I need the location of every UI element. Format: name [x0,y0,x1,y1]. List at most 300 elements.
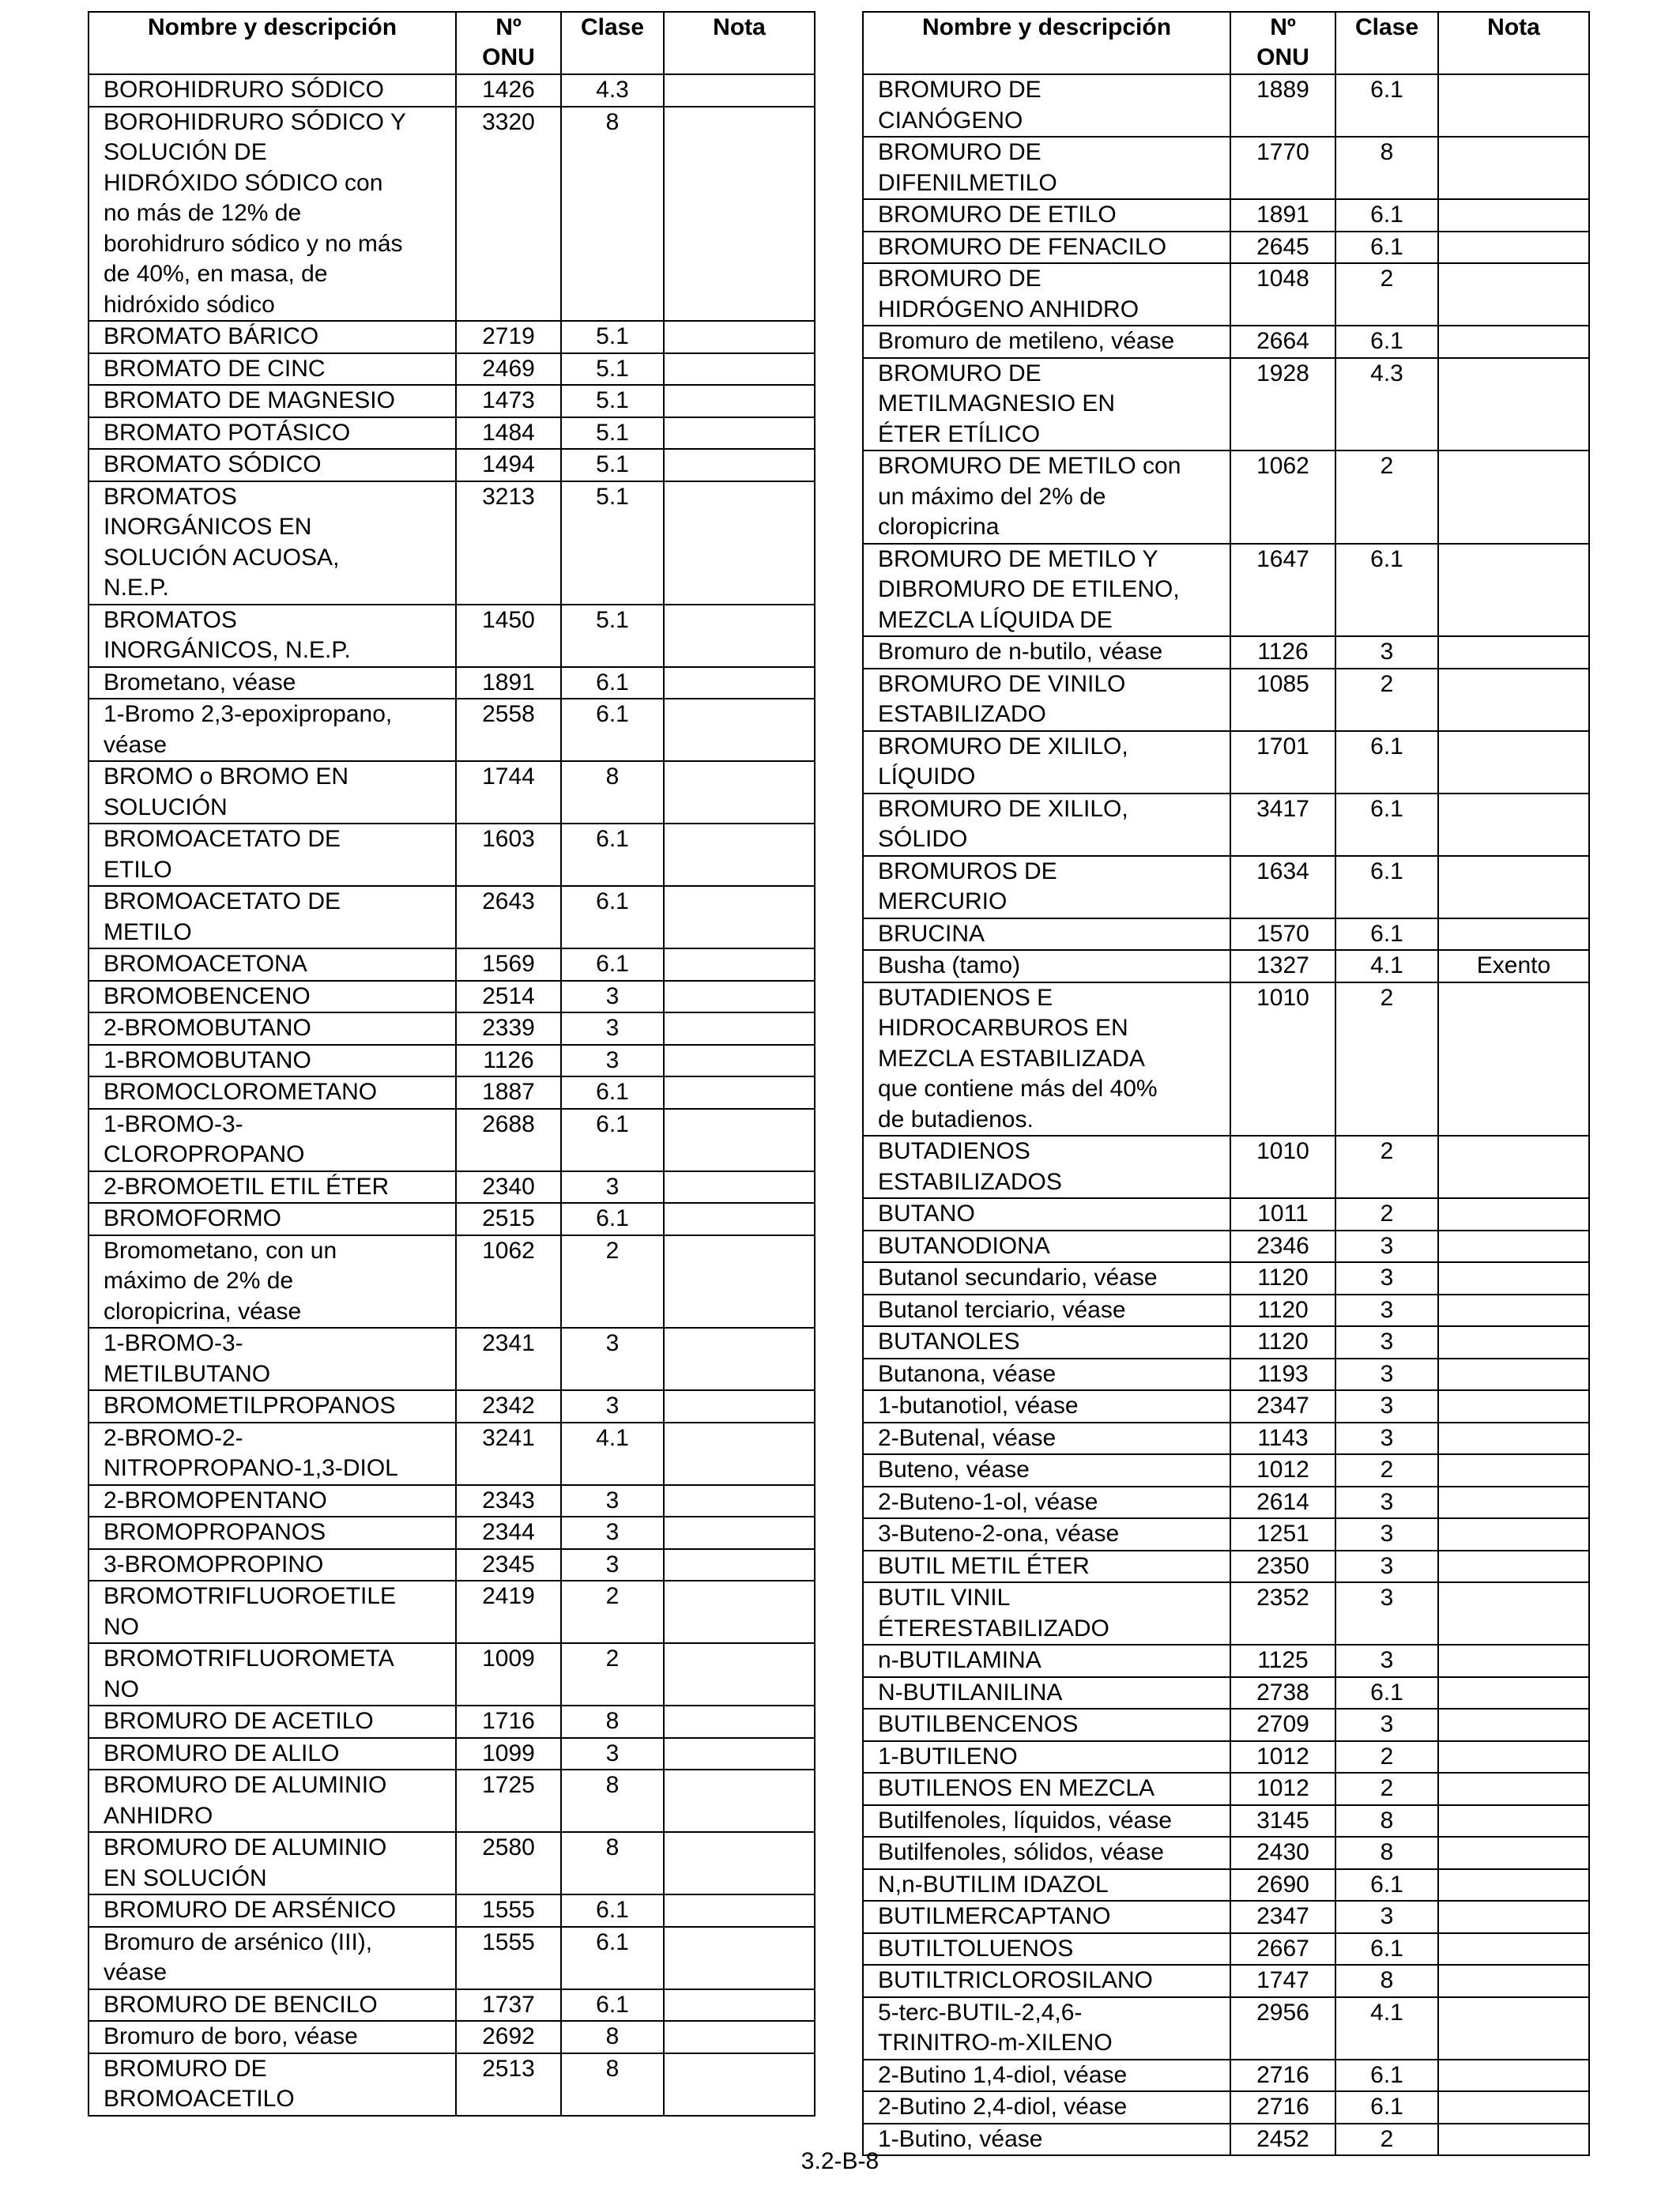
onu-number: 1048 [1230,263,1335,326]
note [1438,636,1589,669]
substance-name [89,1045,456,1077]
note [664,667,815,699]
hazard-class: 3 [1335,1231,1438,1263]
onu-number: 2614 [1230,1487,1335,1519]
onu-number: 1770 [1230,137,1335,199]
onu-number: 1062 [456,1235,561,1329]
table-row [863,1423,1589,1455]
hazard-class: 3 [1335,1359,1438,1391]
hazard-class: 6.1 [1335,74,1438,137]
table-row [89,1706,815,1738]
substance-name-line: BROMURO DE [104,2055,267,2082]
substance-name-line: 2-BROMOBUTANO [104,1015,311,1041]
header-onu [456,12,561,74]
hazard-class: 2 [561,1235,664,1329]
hazard-class: 4.3 [1335,358,1438,451]
hazard-class: 3 [561,1738,664,1770]
table-row [89,605,815,667]
note [1438,1198,1589,1231]
substance-name [863,1359,1230,1391]
table-row [863,2091,1589,2124]
substance-name [863,1773,1230,1805]
hazard-class: 6.1 [1335,232,1438,264]
substance-name [863,1518,1230,1551]
note [664,761,815,824]
note [1438,1901,1589,1933]
substance-name-line: ETILO [104,856,172,883]
substance-name [863,2060,1230,2092]
hazard-class: 4.3 [561,74,664,107]
hazard-class: 3 [1335,1295,1438,1327]
note [664,2053,815,2116]
table-row [863,450,1589,544]
note [1438,1454,1589,1487]
onu-number: 1569 [456,948,561,981]
substance-name [863,918,1230,951]
substance-name [89,761,456,824]
table-header-row [89,12,815,74]
substance-name-line: HIDROCARBUROS EN [878,1015,1128,1041]
hazard-class: 3 [561,1012,664,1045]
substance-name [863,263,1230,326]
note [664,1517,815,1549]
hazard-class: 3 [1335,1326,1438,1359]
note [1438,1933,1589,1966]
onu-number: 1647 [1230,544,1335,637]
substance-name-line: BUTILTRICLOROSILANO [878,1967,1153,1993]
table-row [863,74,1589,137]
note [1438,1231,1589,1263]
note [1438,1645,1589,1677]
substance-name-line: HIDRÓXIDO SÓDICO con [104,169,383,196]
note [1438,918,1589,951]
substance-name-line: METILO [104,918,192,945]
onu-number: 2514 [456,981,561,1013]
substance-name-line: 3-Buteno-2-ona, véase [878,1521,1120,1547]
table-row [863,636,1589,669]
note [664,417,815,450]
substance-name [89,449,456,481]
onu-number: 1603 [456,824,561,886]
table-row [863,1645,1589,1677]
note [664,1770,815,1832]
note [1438,1741,1589,1774]
substance-name-line: BROMOACETILO [104,2086,295,2112]
onu-number: 2347 [1230,1901,1335,1933]
onu-number: 1716 [456,1706,561,1738]
hazard-class: 2 [1335,1741,1438,1774]
hazard-class: 5.1 [561,449,664,481]
substance-name [863,1965,1230,1997]
table-row [89,417,815,450]
substance-name-line: BROMATO SÓDICO [104,451,322,477]
note [1438,1709,1589,1741]
note [664,1706,815,1738]
substance-name-line: 2-Butino 2,4-diol, véase [878,2094,1128,2120]
note [1438,263,1589,326]
note [664,481,815,605]
substance-name-line: Butilfenoles, líquidos, véase [878,1807,1172,1834]
hazard-class: 3 [1335,1551,1438,1583]
substance-name-line: 1-BROMOBUTANO [104,1046,311,1073]
onu-number: 2350 [1230,1551,1335,1583]
hazard-class: 6.1 [1335,326,1438,358]
table-body-left [89,74,815,2116]
substance-name [89,1706,456,1738]
substance-name-line: BROMURO DE METILO con [878,453,1181,479]
note [664,1076,815,1109]
table-row [863,1518,1589,1551]
substance-name-line: de 40%, en masa, de [104,261,328,287]
table-row [89,74,815,107]
dangerous-goods-table-left [88,11,816,2117]
substance-name [863,856,1230,918]
hazard-class: 6.1 [561,667,664,699]
substance-name-line: BROMOACETONA [104,951,307,977]
onu-number: 1450 [456,605,561,667]
table-row [89,449,815,481]
table-row [863,1773,1589,1805]
hazard-class: 6.1 [1335,1677,1438,1710]
substance-name-line: 2-Butino 1,4-diol, véase [878,2061,1128,2088]
note [664,1989,815,2022]
onu-number: 2692 [456,2021,561,2053]
note [1438,1997,1589,2060]
onu-number: 1251 [1230,1518,1335,1551]
onu-number: 2558 [456,699,561,761]
note [1438,1295,1589,1327]
hazard-class: 8 [1335,1805,1438,1838]
substance-name-line: BROMATO BÁRICO [104,323,319,349]
substance-name-line: BROMURO DE ALUMINIO [104,1772,387,1798]
substance-name [863,950,1230,982]
substance-name-line: BROMURO DE [878,360,1042,386]
substance-name [89,2021,456,2053]
note [1438,1837,1589,1869]
substance-name-line: BROMATO POTÁSICO [104,419,351,446]
hazard-class: 2 [1335,2124,1438,2156]
substance-name-line: máximo de 2% de [104,1268,294,1294]
hazard-class: 8 [1335,137,1438,199]
substance-name-line: ÉTER ETÍLICO [878,420,1041,447]
onu-number: 1889 [1230,74,1335,137]
note [1438,1487,1589,1519]
onu-number: 1125 [1230,1645,1335,1677]
header-onu-line1: Nº [495,14,522,40]
substance-name-line: SOLUCIÓN DE [104,139,267,165]
onu-number: 2345 [456,1549,561,1581]
onu-number: 2688 [456,1109,561,1171]
table-row [89,1012,815,1045]
hazard-class: 2 [1335,1454,1438,1487]
substance-name-line: Butanol terciario, véase [878,1296,1126,1323]
table-row [863,1262,1589,1295]
substance-name-line: BROMOTRIFLUOROMETA [104,1646,394,1672]
onu-number: 2580 [456,1832,561,1894]
substance-name-line: Bromuro de boro, véase [104,2023,358,2049]
onu-number: 2430 [1230,1837,1335,1869]
substance-name [863,982,1230,1137]
substance-name-line: Butanona, véase [878,1360,1057,1387]
substance-name-line: ÉTERESTABILIZADO [878,1615,1109,1642]
substance-name-line: BRUCINA [878,920,985,947]
page-number: 3.2-B-8 [800,2148,880,2174]
substance-name [863,1677,1230,1710]
substance-name-line: BOROHIDRURO SÓDICO [104,77,385,103]
table-row [89,1989,815,2022]
hazard-class: 3 [1335,1262,1438,1295]
table-row [89,1328,815,1390]
hazard-class: 6.1 [1335,2091,1438,2124]
table-row [89,2021,815,2053]
table-row [863,1551,1589,1583]
header-onu-line2: ONU [482,44,535,70]
note [1438,544,1589,637]
table-row [863,263,1589,326]
substance-name [89,605,456,667]
onu-number: 2515 [456,1203,561,1235]
hazard-class: 3 [1335,1518,1438,1551]
onu-number: 1010 [1230,982,1335,1137]
note [1438,450,1589,544]
substance-name [863,1645,1230,1677]
hazard-class: 5.1 [561,605,664,667]
table-row [89,1832,815,1894]
hazard-class: 2 [1335,450,1438,544]
onu-number: 1327 [1230,950,1335,982]
substance-name [89,481,456,605]
substance-name [89,1012,456,1045]
note [664,1171,815,1204]
onu-number: 3213 [456,481,561,605]
hazard-class: 3 [561,1549,664,1581]
note [664,1485,815,1517]
table-row [863,1454,1589,1487]
substance-name-line: INORGÁNICOS, N.E.P. [104,637,351,663]
substance-name-line: ANHIDRO [104,1802,213,1829]
substance-name-line: TRINITRO-m-XILENO [878,2030,1113,2056]
hazard-class: 8 [561,107,664,322]
substance-name [863,1933,1230,1966]
onu-number: 2643 [456,886,561,948]
table-row [89,1927,815,1989]
substance-name-line: Bromuro de arsénico (III), [104,1928,373,1955]
table-row [863,1805,1589,1838]
onu-number: 2342 [456,1390,561,1423]
substance-name-line: LÍQUIDO [878,763,976,790]
substance-name-line: BROMOFORMO [104,1205,281,1231]
hazard-class: 8 [561,2053,664,2116]
table-row [89,1738,815,1770]
table-row [863,1837,1589,1869]
table-row [863,1677,1589,1710]
substance-name [89,699,456,761]
substance-name-line: Buteno, véase [878,1457,1030,1483]
substance-name [863,450,1230,544]
onu-number: 1891 [1230,199,1335,232]
note [1438,731,1589,794]
hazard-class: 6.1 [1335,918,1438,951]
table-row [89,321,815,353]
substance-name-line: MEZCLA LÍQUIDA DE [878,606,1113,633]
substance-name-line: BROMOBENCENO [104,982,311,1009]
note [1438,199,1589,232]
substance-name [863,1326,1230,1359]
hazard-class: 6.1 [561,1927,664,1989]
substance-name-line: SOLUCIÓN [104,794,228,820]
note [1438,1390,1589,1423]
substance-name-line: BROMURO DE [878,77,1042,103]
substance-name [89,1076,456,1109]
hazard-class: 2 [1335,1198,1438,1231]
substance-name-line: BROMO o BROMO EN [104,763,349,790]
onu-number: 2738 [1230,1677,1335,1710]
substance-name [89,1549,456,1581]
hazard-class: 6.1 [561,1203,664,1235]
table-row [863,1582,1589,1645]
substance-name-line: BROMURO DE [878,139,1042,165]
table-row [863,794,1589,856]
note [664,1832,815,1894]
substance-name-line: BUTILBENCENOS [878,1711,1079,1737]
hazard-class: 6.1 [561,1109,664,1171]
substance-name [863,731,1230,794]
substance-name [89,1171,456,1204]
hazard-class: 8 [561,2021,664,2053]
header-name: Nombre y descripción [89,12,456,74]
hazard-class: 5.1 [561,321,664,353]
substance-name-line: EN SOLUCIÓN [104,1864,267,1891]
note [664,1328,815,1390]
onu-number: 1737 [456,1989,561,2022]
substance-name-line: NO [104,1613,139,1640]
note [1438,358,1589,451]
note [664,948,815,981]
hazard-class: 6.1 [1335,2060,1438,2092]
hazard-class: 6.1 [561,1894,664,1927]
note [664,353,815,386]
note [1438,1136,1589,1198]
hazard-class: 3 [1335,1645,1438,1677]
substance-name-line: METILMAGNESIO EN [878,390,1116,417]
note [664,1423,815,1485]
hazard-class: 6.1 [561,699,664,761]
substance-name-line: BROMURO DE FENACILO [878,233,1167,260]
note [664,1390,815,1423]
table-row [89,1517,815,1549]
onu-number: 1484 [456,417,561,450]
note [664,1581,815,1643]
table-row [89,1894,815,1927]
onu-number: 1473 [456,385,561,417]
hazard-class: 3 [561,981,664,1013]
hazard-class: 6.1 [561,1076,664,1109]
substance-name [89,1770,456,1832]
table-row [89,107,815,322]
table-row [863,982,1589,1137]
substance-name [89,385,456,417]
substance-name [863,1454,1230,1487]
substance-name-line: ESTABILIZADO [878,701,1046,727]
substance-name [89,1927,456,1989]
onu-number: 2716 [1230,2091,1335,2124]
hazard-class: 5.1 [561,417,664,450]
substance-name [89,886,456,948]
hazard-class: 8 [1335,1965,1438,1997]
hazard-class: 2 [561,1643,664,1706]
table-row [863,326,1589,358]
substance-name-line: ESTABILIZADOS [878,1168,1062,1195]
onu-number: 1555 [456,1927,561,1989]
onu-number: 2709 [1230,1709,1335,1741]
substance-name-line: INORGÁNICOS EN [104,514,312,540]
substance-name-line: 1-Butino, véase [878,2125,1043,2152]
substance-name [863,199,1230,232]
substance-name [863,1997,1230,2060]
substance-name-line: BROMOPROPANOS [104,1519,326,1545]
substance-name [89,353,456,386]
onu-number: 1744 [456,761,561,824]
onu-number: 2956 [1230,1997,1335,2060]
onu-number: 1494 [456,449,561,481]
hazard-class: 4.1 [561,1423,664,1485]
hazard-class: 8 [561,1832,664,1894]
substance-name-line: BROMURO DE [878,266,1042,292]
hazard-class: 8 [561,1706,664,1738]
hazard-class: 3 [561,1390,664,1423]
substance-name-line: BROMURO DE ALILO [104,1740,340,1766]
onu-number: 2645 [1230,232,1335,264]
substance-name-line: 2-BROMO-2- [104,1424,243,1451]
substance-name [863,1741,1230,1774]
hazard-class: 2 [1335,669,1438,731]
substance-name [863,1390,1230,1423]
onu-number: 2513 [456,2053,561,2116]
substance-name-line: 2-Butenal, véase [878,1424,1057,1451]
table-row [863,358,1589,451]
onu-number: 1012 [1230,1773,1335,1805]
header-nota: Nota [1438,12,1589,74]
onu-number: 1143 [1230,1423,1335,1455]
hazard-class: 8 [1335,1837,1438,1869]
substance-name-line: METILBUTANO [104,1360,271,1387]
substance-name [89,1643,456,1706]
onu-number: 2346 [1230,1231,1335,1263]
substance-name [89,1517,456,1549]
onu-number: 3417 [1230,794,1335,856]
table-row [89,886,815,948]
note [1438,1773,1589,1805]
substance-name-line: MEZCLA ESTABILIZADA [878,1045,1145,1072]
substance-name [863,1551,1230,1583]
onu-number: 2352 [1230,1582,1335,1645]
table-row [863,2060,1589,2092]
table-row [863,1709,1589,1741]
substance-name-line: 1-BROMO-3- [104,1330,243,1356]
substance-name [863,1582,1230,1645]
table-row [89,1171,815,1204]
hazard-class: 3 [561,1045,664,1077]
onu-number: 2343 [456,1485,561,1517]
substance-name [863,2091,1230,2124]
substance-name-line: hidróxido sódico [104,291,275,318]
onu-number: 3320 [456,107,561,322]
note [664,2021,815,2053]
hazard-class: 6.1 [561,1989,664,2022]
onu-number: 1126 [456,1045,561,1077]
note [664,1738,815,1770]
table-body-right [863,74,1589,2155]
